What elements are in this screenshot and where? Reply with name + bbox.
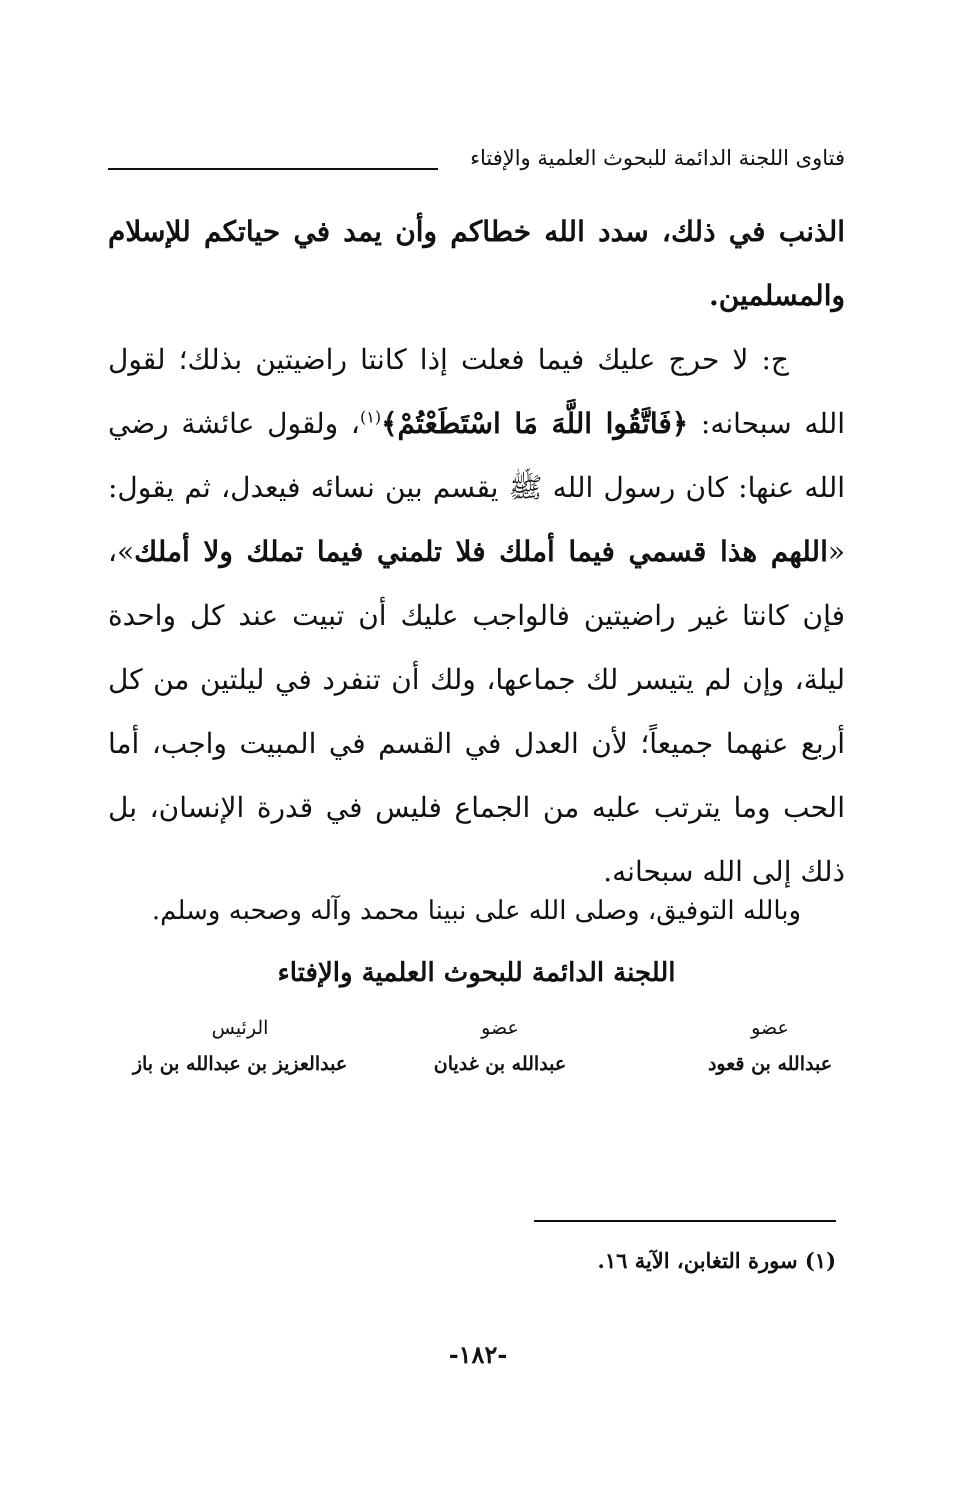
signatory (370, 1010, 630, 1082)
page-number: -١٨٢- (448, 1340, 508, 1369)
header-title: فتاوى اللجنة الدائمة للبحوث العلمية والإفتاء (470, 146, 845, 170)
answer-paragraph (108, 328, 845, 904)
running-header (108, 140, 845, 180)
signatory-role: عضو (751, 1017, 789, 1039)
answer-part-1: ج: لا حرج عليك فيما فعلت إذا كانتا راضيتين بذلك؛ لقول الله سبحانه: (108, 343, 845, 440)
committee-title: اللجنة الدائمة للبحوث العلمية والإفتاء (277, 958, 676, 988)
fatwa-body (108, 200, 845, 904)
signatory-name: عبدالله بن قعود (707, 1053, 833, 1075)
signatory-role: عضو (481, 1017, 519, 1039)
signatory-name: عبدالعزيز بن عبدالله بن باز (132, 1053, 348, 1075)
answer-part-2: ، ولقول عائشة رضي الله عنها: كان رسول الله ﷺ يقسم بين نسائه فيعدل، ثم يقول: « (108, 407, 846, 568)
signatory-name: عبدالله بن غديان (433, 1053, 567, 1075)
question-end: الذنب في ذلك، سدد الله خطاكم وأن يمد في حياتكم للإسلام والمسلمين. (108, 215, 845, 312)
signatory (640, 1010, 900, 1082)
footnote-rule (534, 1220, 836, 1222)
footnote-reference: (١) (359, 407, 382, 427)
closing-line: وبالله التوفيق، وصلى الله على نبينا محمد وآله وصحبه وسلم. (151, 896, 802, 926)
signatories (120, 1010, 840, 1090)
quran-verse: ﴿فَاتَّقُوا اللَّهَ مَا اسْتَطَعْتُمْ﴾ (381, 407, 689, 440)
header-rule (108, 168, 438, 170)
signatory (110, 1010, 370, 1082)
answer-part-3: »، فإن كانتا غير راضيتين فالواجب عليك أن تبيت عند كل واحدة ليلة، وإن لم يتيسر لك جماعها، ولك أن تنفرد في ليلتين من كل أربع عنهما جميعاً؛ لأن العدل في القسم في المبيت واجب، أما الحب وما يترتب عليه من الجماع فليس في قدرة الإنسان، بل ذلك إلى الله سبحانه. (108, 535, 845, 888)
hadith-quote: اللهم هذا قسمي فيما أملك فلا تلمني فيما تملك ولا أملك (134, 535, 828, 568)
signatory-role: الرئيس (211, 1017, 269, 1039)
footnote: (١) سورة التغابن، الآية ١٦. (597, 1248, 836, 1273)
